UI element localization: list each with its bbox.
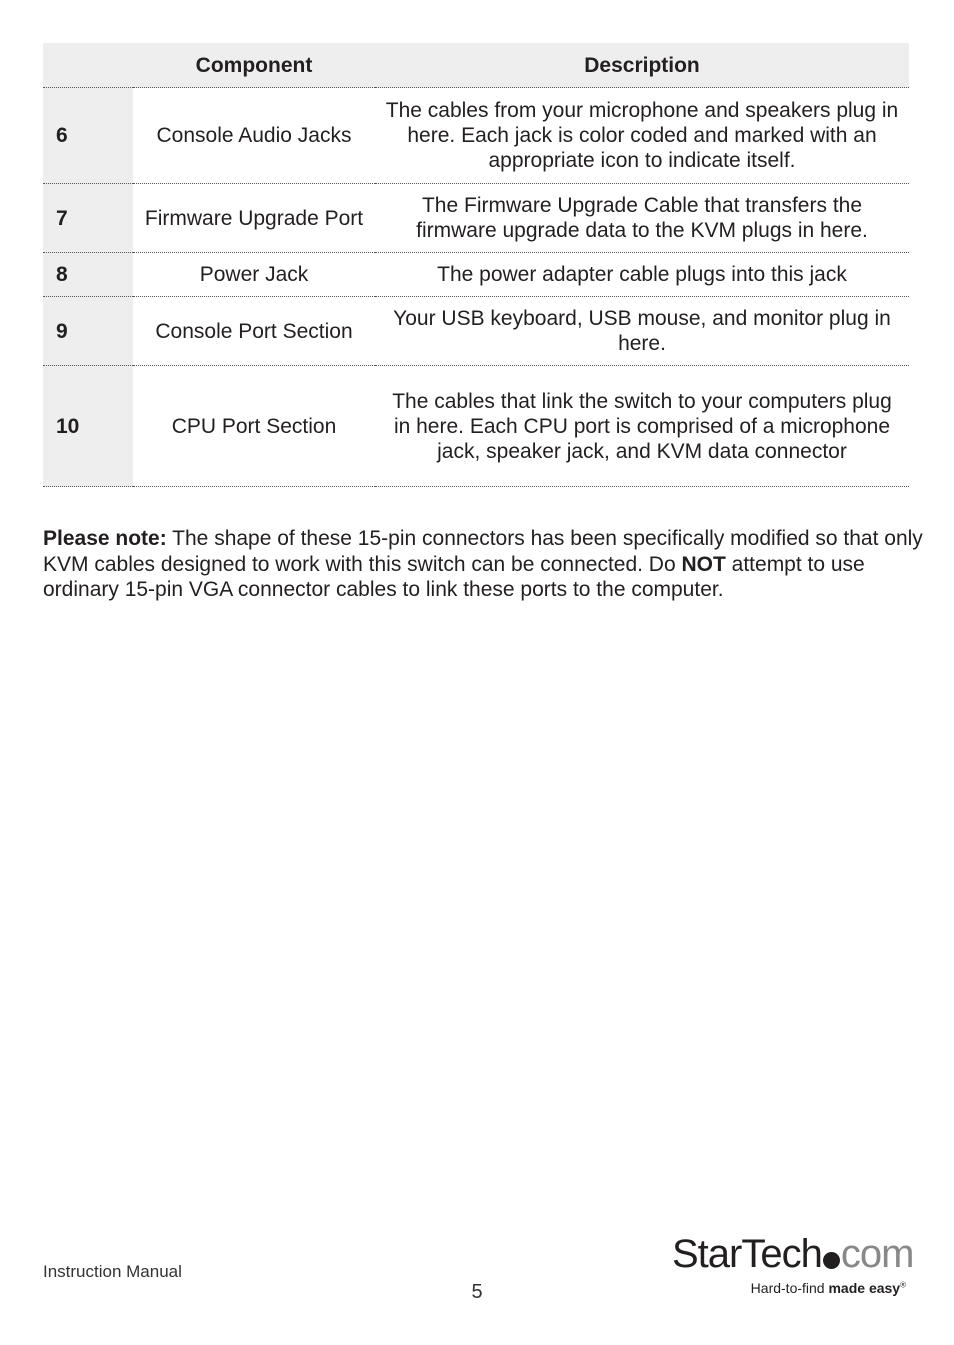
page-number: 5	[471, 1281, 483, 1303]
table-row	[43, 366, 909, 487]
row-component: Console Port Section	[133, 297, 375, 366]
row-number: 7	[43, 184, 133, 253]
note-emphasis: NOT	[681, 552, 726, 576]
startech-logo	[672, 1232, 912, 1302]
logo-wordmark	[672, 1232, 913, 1276]
tagline-part-1: Hard-to-find	[750, 1280, 829, 1296]
table-header-row	[43, 43, 909, 88]
table-row	[43, 297, 909, 366]
row-component: Console Audio Jacks	[133, 88, 375, 184]
logo-brand: StarTech	[672, 1232, 822, 1276]
header-description: Description	[375, 43, 909, 88]
please-note-paragraph	[43, 526, 923, 603]
row-description: The Firmware Upgrade Cable that transfers the firmware upgrade data to the KVM plugs in here.	[375, 184, 909, 253]
table-row	[43, 253, 909, 297]
row-number: 10	[43, 366, 133, 487]
logo-tagline	[751, 1280, 906, 1296]
row-number: 8	[43, 253, 133, 297]
registered-mark: ®	[900, 1280, 906, 1290]
logo-dot-icon	[823, 1252, 840, 1269]
table-row	[43, 88, 909, 184]
components-table	[43, 43, 909, 487]
note-text-2: attempt to use ordinary 15-pin VGA connector cables to link these ports to the computer.	[43, 552, 865, 601]
row-number: 6	[43, 88, 133, 184]
header-number	[43, 43, 133, 88]
logo-com: com	[840, 1232, 914, 1276]
row-component: Power Jack	[133, 253, 375, 297]
row-description: The cables that link the switch to your computers plug in here. Each CPU port is comprised of a microphone jack, speaker jack, and KVM data connector	[375, 366, 909, 487]
row-description: The power adapter cable plugs into this jack	[375, 253, 909, 297]
row-description: Your USB keyboard, USB mouse, and monitor plug in here.	[375, 297, 909, 366]
row-component: Firmware Upgrade Port	[133, 184, 375, 253]
note-text-1: The shape of these 15-pin connectors has been specifically modified so that only KVM cables designed to work with this switch can be connected. Do	[43, 527, 923, 576]
row-component: CPU Port Section	[133, 366, 375, 487]
row-description: The cables from your microphone and speakers plug in here. Each jack is color coded and marked with an appropriate icon to indicate itself.	[375, 88, 909, 184]
header-component: Component	[133, 43, 375, 88]
note-label: Please note:	[43, 527, 167, 550]
tagline-part-2: made easy	[828, 1280, 901, 1296]
table-row	[43, 184, 909, 253]
row-number: 9	[43, 297, 133, 366]
footer-manual-label: Instruction Manual	[43, 1262, 182, 1281]
